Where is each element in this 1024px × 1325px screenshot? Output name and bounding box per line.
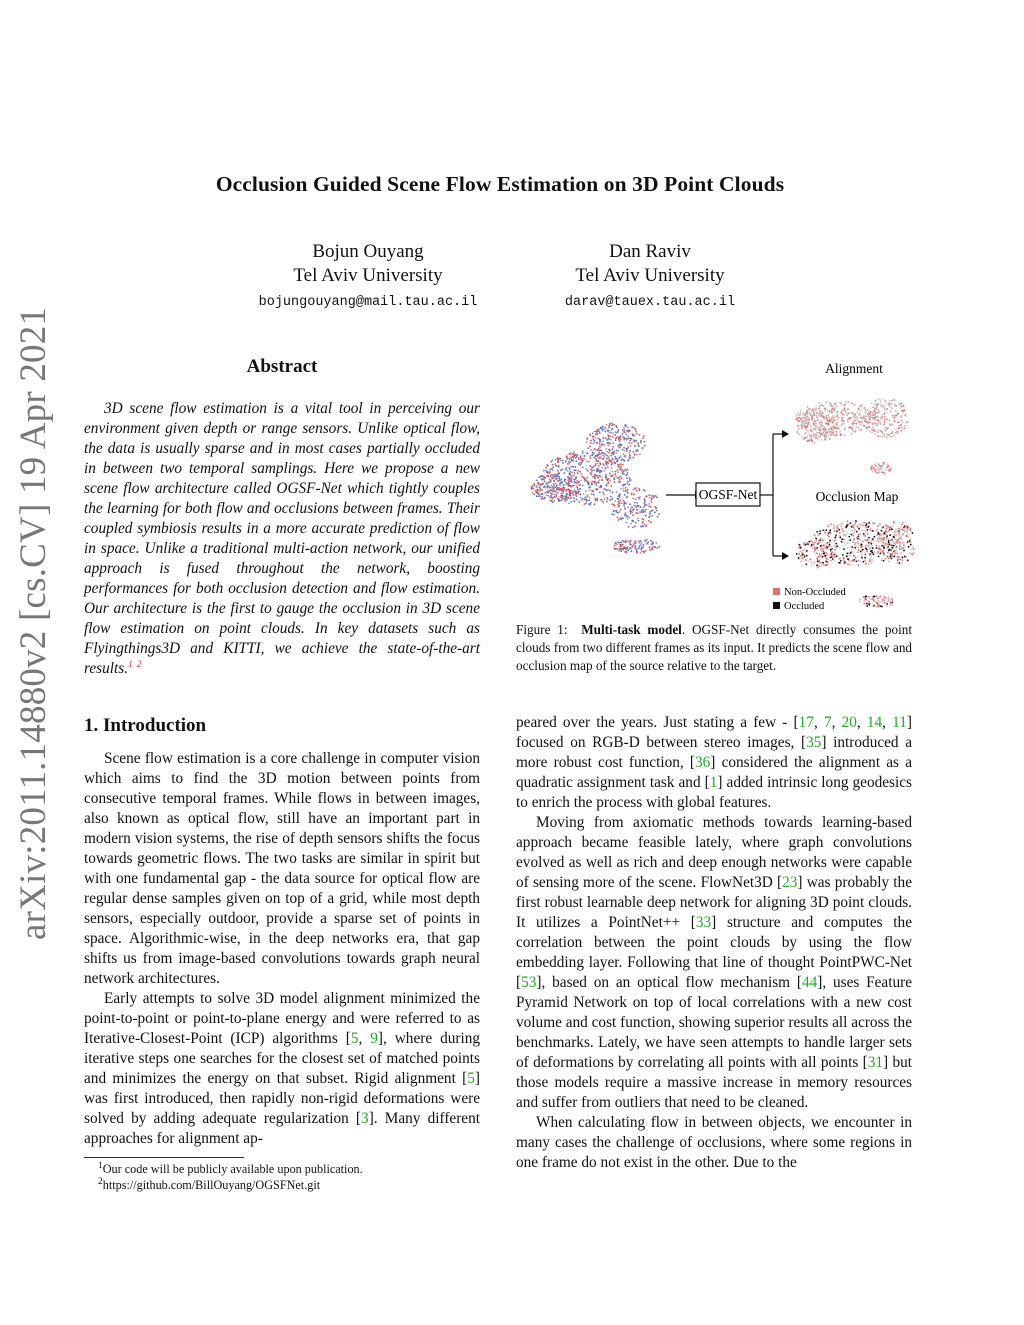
alignment-cloud-piece — [870, 462, 892, 475]
introduction-heading: 1. Introduction — [84, 715, 207, 736]
paper-title: Occlusion Guided Scene Flow Estimation on 3D Point Clouds — [215, 172, 785, 196]
occlusion-cloud-right — [876, 520, 915, 565]
intro-paragraph-2: Early attempts to solve 3D model alignment minimized the point-to-point or point-to-plane energy and were referred to as Iterative-Closest-Point (ICP) algorithms [5, 9], where during iterative steps one searches for the closest set of matched points and minimizes the energy on that subset. Rigid alignment [5] was first introduced, then rapidly non-rigid deformations were solved by adding adequate regularization [3]. Many different approaches for alignment ap- — [84, 990, 481, 1147]
citation-link[interactable]: 36 — [694, 754, 711, 771]
citation-link[interactable]: 35 — [806, 734, 822, 751]
right-paragraph-2: Moving from axiomatic methods towards learning-based approach became feasible lately, where graph convolutions evolved as well as rich and deep enough networks were capable of sensing more of the scene. FlowNet3D [23] was probably the first robust learnable deep network for aligning 3D point clouds. It utilizes a PointNet++ [33] structure and computes the correlation between the point clouds by using the flow embedding layer. Following that line of thought PointPWC-Net [53], based on an optical flow mechanism [44], uses Feature Pyramid Network on top of local correlations with a new cost volume and cost function, showing superior results all across the benchmarks. Lately, we have seen attempts to handle larger sets of deformations by correlating all points with all points [31] but those models require a massive increase in memory resources and suffer from outliers that need to be cleaned. — [516, 814, 912, 1111]
alignment-label: Alignment — [825, 361, 883, 376]
legend-label-non-occluded: Non-Occluded — [784, 587, 846, 598]
citation-link[interactable]: 9 — [370, 1030, 378, 1047]
author-name: Bojun Ouyang — [312, 241, 424, 262]
right-paragraph-3: When calculating flow in between objects, we encounter in many cases the challenge of occlusions, where some regions in one frame do not exist in the other. Due to the — [516, 1114, 912, 1171]
citation-link[interactable]: 14 — [866, 714, 883, 731]
citation-link[interactable]: 1 — [709, 774, 718, 791]
legend-label-occluded: Occluded — [784, 601, 825, 612]
legend-swatch-non-occluded — [773, 588, 780, 595]
alignment-cloud-right — [863, 398, 909, 438]
caption-bold: Multi-task model — [581, 622, 682, 637]
footnote-ref-2[interactable]: 2 — [136, 659, 142, 670]
footnote-rule — [84, 1157, 244, 1158]
input-cloud-upper — [586, 422, 646, 463]
input-cloud-base — [613, 539, 660, 554]
abstract-body — [84, 399, 480, 679]
ogsf-net-label: OGSF-Net — [698, 487, 758, 502]
caption-prefix: Figure 1: — [516, 622, 568, 637]
caption-text: . OGSF-Net directly consumes the point clouds from two different frames as its input. It predicts the scene flow and occlusion map of the source relative to the target. — [516, 622, 913, 673]
footnote-ref-1[interactable]: 1 — [128, 659, 133, 670]
author-affiliation: Tel Aviv University — [575, 265, 725, 286]
intro-left-column — [84, 749, 480, 1149]
author-affiliation: Tel Aviv University — [293, 265, 443, 286]
citation-link[interactable]: 7 — [823, 714, 832, 731]
abstract-text: 3D scene flow estimation is a vital tool in perceiving our environment given depth or range sensors. Unlike optical flow, the data is usually sparse and in most cases partially occluded in between two temporal samplings. Here we propose a new scene flow architecture called OGSF-Net which tightly couples the learning for both flow and occlusions between frames. Their coupled symbiosis results in a more accurate prediction of flow in space. Unlike a traditional multi-action network, our unified approach is fused throughout the network, boosting performances for both occlusion detection and flow estimation. Our architecture is the first to gauge the occlusion in 3D scene flow estimation on point clouds. In key datasets such as Flyingthings3D and KITTI, we achieve the state-of-the-art results. — [84, 400, 480, 677]
citation-link[interactable]: 44 — [801, 974, 818, 991]
footnote-2: $^2$https://github.com/BillOuyang/OGSFNet.git — [98, 1176, 321, 1192]
citation-link[interactable]: 11 — [892, 714, 907, 731]
alignment-cloud-left — [796, 413, 837, 444]
citation-link[interactable]: 5 — [350, 1030, 359, 1047]
legend-swatch-occluded — [773, 602, 780, 609]
repo-link[interactable]: https://github.com/BillOuyang/OGSFNet.git — [102, 1178, 321, 1192]
citation-link[interactable]: 5 — [467, 1070, 475, 1087]
citation-link[interactable]: 53 — [521, 974, 537, 991]
intro-right-column — [516, 713, 912, 1173]
occlusion-cloud-base — [859, 595, 893, 608]
author-block-2 — [500, 240, 800, 315]
citation-link[interactable]: 23 — [782, 874, 798, 891]
citation-link[interactable]: 17 — [798, 714, 814, 731]
abstract-heading: Abstract — [246, 356, 318, 377]
input-cloud-lower — [611, 487, 660, 528]
intro-paragraph-1: Scene flow estimation is a core challenge in computer vision which aims to find the 3D motion between points from consecutive temporal frames. While flows in between images, also known as optical flow, still have an important part in modern vision systems, the rise of depth sensors shifts the focus towards geometric flows. The two tasks are similar in spirit but with one fundamental gap - the data source for optical flow are regular dense samples given on top of a grid, while most depth sensors, especially outdoor, provide a sparse set of points in space. Algorithmic-wise, in the deep networks era, that gap shifts us from image-based convolutions towards graph neural network architectures. — [84, 750, 480, 987]
occlusion-map-label: Occlusion Map — [815, 489, 899, 504]
author-name: Dan Raviv — [609, 241, 691, 262]
figure-1 — [516, 358, 916, 616]
author-email[interactable]: bojungouyang@mail.tau.ac.il — [258, 295, 478, 310]
arxiv-identifier: arXiv:2011.14880v2 [cs.CV] 19 Apr 2021 — [13, 306, 54, 940]
footnotes — [98, 1161, 478, 1193]
author-email[interactable]: darav@tauex.tau.ac.il — [564, 295, 736, 310]
citation-link[interactable]: 31 — [867, 1054, 884, 1071]
citation-link[interactable]: 20 — [841, 714, 857, 731]
author-block-1 — [218, 240, 518, 315]
footnote-1: $^1$Our code will be publicly available upon publication. — [98, 1160, 363, 1176]
right-paragraph-1: peared over the years. Just stating a few - [17, 7, 20, 14, 11] focused on RGB-D between stereo images, [35] introduced a more robust cost function, [36] considered the alignment as a quadratic assignment task and [1] added intrinsic long geodesics to enrich the process with global features. — [516, 714, 913, 811]
figure-1-caption — [516, 621, 912, 675]
citation-link[interactable]: 3 — [361, 1110, 369, 1127]
figure-1-illustration — [516, 358, 916, 616]
citation-link[interactable]: 33 — [695, 914, 712, 931]
